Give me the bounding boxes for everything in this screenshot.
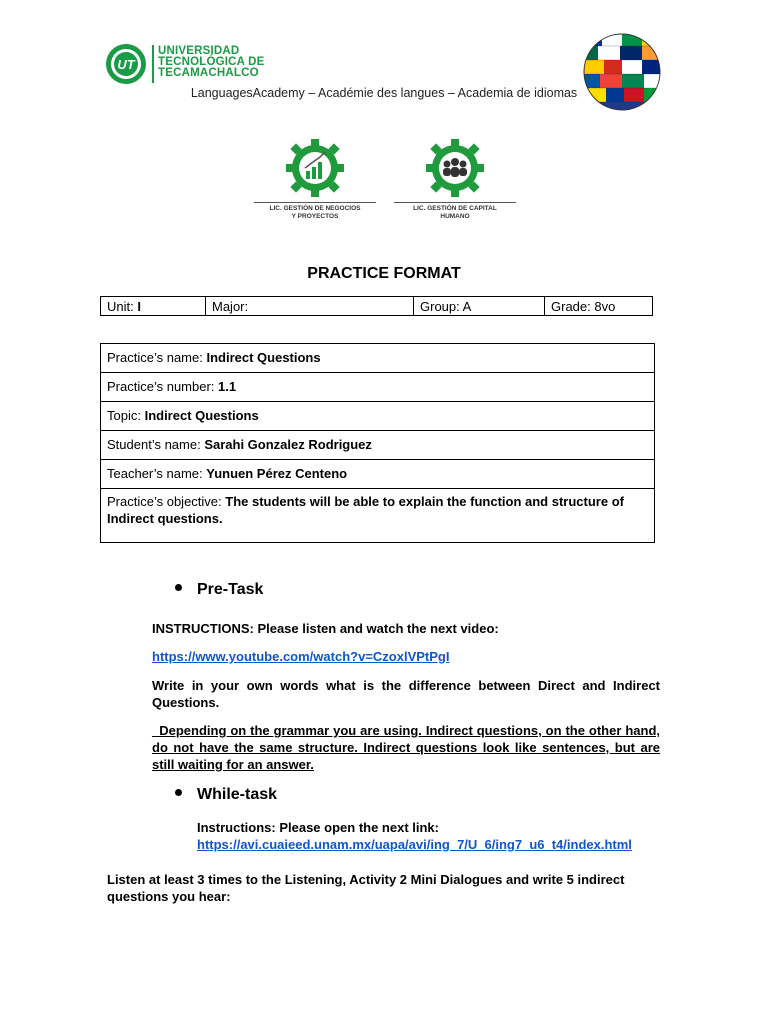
caption-line1: LIC. GESTIÓN DE CAPITAL bbox=[413, 205, 497, 212]
hr-program-caption bbox=[390, 205, 520, 221]
gear-people-icon bbox=[418, 135, 492, 197]
info-table bbox=[100, 296, 653, 316]
bullet-icon bbox=[175, 584, 182, 591]
listen-instructions: Listen at least 3 times to the Listening, Activity 2 Mini Dialogues and write 5 indirect questions you hear: bbox=[107, 872, 625, 904]
unit-value: I bbox=[137, 298, 141, 314]
practice-number-label: Practice’s number: bbox=[107, 379, 219, 394]
pretask-answer: _Depending on the grammar you are using. Indirect questions, on the other hand, do not have the same structure. Indirect questions look like sentences, but are still waiting for an answer. bbox=[152, 723, 660, 772]
topic-row bbox=[101, 402, 654, 431]
caption-line2: HUMANO bbox=[440, 213, 470, 220]
objective-row bbox=[101, 489, 654, 542]
teacher-row bbox=[101, 460, 654, 489]
pretask-instructions: INSTRUCTIONS: Please listen and watch the next video: bbox=[152, 621, 499, 636]
topic-label: Topic: bbox=[107, 408, 145, 423]
objective-value: The students will be able to explain the function and structure of Indirect questions. bbox=[107, 494, 624, 526]
group-cell bbox=[414, 297, 545, 316]
globe-flags-icon bbox=[582, 32, 662, 112]
logo-rule bbox=[394, 202, 516, 203]
student-label: Student’s name: bbox=[107, 437, 205, 452]
caption-line2: Y PROYECTOS bbox=[291, 213, 339, 220]
practice-details bbox=[100, 343, 655, 543]
practice-name-row bbox=[101, 344, 654, 373]
business-program-logo bbox=[250, 135, 380, 221]
page-title: PRACTICE FORMAT bbox=[307, 265, 461, 282]
caption-line1: LIC. GESTIÓN DE NEGOCIOS bbox=[269, 205, 361, 212]
major-label: Major: bbox=[212, 298, 249, 314]
whiletask-heading-text: While-task bbox=[197, 786, 278, 803]
info-row bbox=[101, 297, 653, 316]
business-program-caption bbox=[250, 205, 380, 221]
logo-rule bbox=[254, 202, 376, 203]
group-label: Group: A bbox=[420, 298, 472, 314]
objective-label: Practice’s objective: bbox=[107, 494, 226, 509]
student-row bbox=[101, 431, 654, 460]
bullet-icon bbox=[175, 789, 182, 796]
gear-chart-icon bbox=[278, 135, 352, 197]
practice-number-row bbox=[101, 373, 654, 402]
video-link[interactable]: https://www.youtube.com/watch?v=CzoxlVPtPgI bbox=[152, 649, 450, 664]
pretask-question: Write in your own words what is the difference between Direct and Indirect Questions. bbox=[152, 678, 660, 710]
university-name-line3: TECAMACHALCO bbox=[158, 67, 259, 79]
unit-cell bbox=[101, 297, 206, 316]
teacher-label: Teacher’s name: bbox=[107, 466, 207, 481]
topic-value: Indirect Questions bbox=[144, 408, 259, 423]
activity-link[interactable]: https://avi.cuaieed.unam.mx/uapa/avi/ing_7/U_6/ing7_u6_t4/index.html bbox=[197, 837, 632, 852]
academy-tagline: LanguagesAcademy – Académie des langues – Academia de idiomas bbox=[190, 86, 578, 100]
teacher-value: Yunuen Pérez Centeno bbox=[206, 466, 348, 481]
practice-name-label: Practice’s name: bbox=[107, 350, 207, 365]
grade-cell bbox=[545, 297, 653, 316]
practice-number-value: 1.1 bbox=[218, 379, 237, 394]
university-name-line1: UNIVERSIDAD bbox=[158, 45, 240, 57]
student-value: Sarahi Gonzalez Rodriguez bbox=[204, 437, 372, 452]
unit-label: Unit: bbox=[107, 298, 138, 314]
grade-label: Grade: 8vo bbox=[551, 298, 616, 314]
university-name bbox=[158, 46, 265, 79]
pretask-heading bbox=[175, 581, 263, 599]
whiletask-heading bbox=[175, 786, 277, 804]
hr-program-logo bbox=[390, 135, 520, 221]
ut-logo bbox=[104, 42, 148, 86]
whiletask-instructions: Instructions: Please open the next link: bbox=[197, 820, 439, 835]
practice-name-value: Indirect Questions bbox=[206, 350, 321, 365]
university-name-line2: TECNOLÓGICA DE bbox=[158, 56, 265, 68]
major-cell bbox=[206, 297, 414, 316]
svg-text:UT: UT bbox=[117, 57, 135, 72]
pretask-heading-text: Pre-Task bbox=[197, 581, 264, 598]
logo-divider bbox=[152, 45, 154, 83]
